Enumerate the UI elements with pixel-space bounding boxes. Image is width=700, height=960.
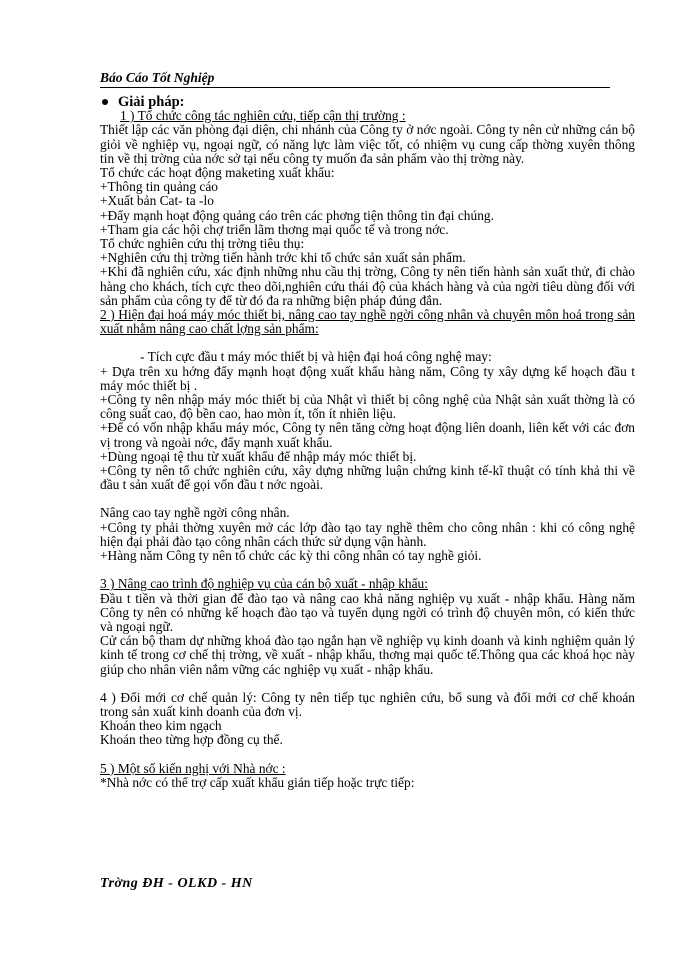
paragraph-list	[100, 109, 635, 790]
bullet-icon	[102, 99, 108, 105]
paragraph: +Khi đã nghiên cứu, xác định những nhu cầu thị trờng, Công ty nên tiến hành sản xuất thử, đi chào hàng cho khách, tích cực theo dõi,nghiên cứu thái độ của khách hàng và của ngời tiêu dùng đối với sản phẩm của công ty để từ đó đa ra những biện pháp đúng đắn.	[100, 264, 635, 308]
paragraph: +Dùng ngoại tệ thu từ xuất khẩu để nhập máy móc thiết bị.	[100, 448, 417, 464]
paragraph: 5 ) Một số kiến nghị với Nhà nớc :	[100, 760, 286, 776]
page-footer: Trờng ĐH - OLKD - HN	[100, 876, 253, 891]
paragraph	[100, 492, 635, 506]
paragraph: 1 ) Tổ chức công tác nghiên cứu, tiếp cận thị trường :	[120, 108, 406, 124]
paragraph: Thiết lập các văn phòng đại diện, chi nhánh của Công ty ở nớc ngoài. Công ty nên cử những cán bộ giỏi về nghiệp vụ, ngoại ngữ, có năng lực làm việc tốt, có nhiệm vụ cung cấp thờng xuyên thông tin về thị trờng của nớc sở tại nếu công ty muốn đa sản phẩm vào thị trờng này.	[100, 122, 635, 166]
paragraph	[100, 563, 635, 577]
paragraph: + Dựa trên xu hớng đẩy mạnh hoạt động xuất khẩu hàng năm, Công ty xây dựng kế hoạch đầu t máy móc thiết bị .	[100, 363, 635, 393]
paragraph: Tổ chức các hoạt động maketing xuất khẩu:	[100, 165, 335, 181]
paragraph: +Công ty nên tổ chức nghiên cứu, xây dựng những luận chứng kinh tế-kĩ thuật có tính khả thi về đầu t sản xuất để gọi vốn đầu t nớc ngoài.	[100, 463, 635, 493]
paragraph: Nâng cao tay nghề ngời công nhân.	[100, 505, 290, 521]
paragraph: +Xuất bản Cat- ta -lo	[100, 193, 214, 209]
section-title: Giải pháp:	[118, 94, 185, 110]
paragraph: +Thông tin quảng cáo	[100, 179, 218, 195]
paragraph: - Tích cực đầu t máy móc thiết bị và hiện đại hoá công nghệ may:	[140, 349, 492, 365]
paragraph: +Để có vốn nhập khẩu máy móc, Công ty nên tăng cờng hoạt động liên doanh, liên kết với các đơn vị trong và ngoài nớc, đẩy mạnh xuất khẩu.	[100, 420, 635, 450]
paragraph: +Công ty phải thờng xuyên mở các lớp đào tạo tay nghề thêm cho công nhân : khi có công nghệ hiện đại phải đào tạo công nhân cách thức sử dụng vận hành.	[100, 519, 635, 549]
paragraph: 4 ) Đổi mới cơ chế quản lý: Công ty nên tiếp tục nghiên cứu, bổ sung và đổi mới cơ chế khoán trong sản xuất kinh doanh của đơn vị.	[100, 689, 635, 719]
paragraph: +Công ty nên nhập máy móc thiết bị của Nhật vì thiết bị công nghệ của Nhật sản xuất thờng là có công suất cao, độ bền cao, hao mòn ít, tốn ít nhiên liệu.	[100, 392, 635, 422]
paragraph: +Nghiên cứu thị trờng tiến hành trớc khi tổ chức sản xuất sản phẩm.	[100, 250, 466, 266]
paragraph: +Tham gia các hội chợ triển lãm thơng mại quốc tế và trong nớc.	[100, 221, 449, 237]
paragraph: Khoán theo kim ngạch	[100, 718, 222, 734]
paragraph: *Nhà nớc có thể trợ cấp xuất khẩu gián tiếp hoặc trực tiếp:	[100, 774, 415, 790]
paragraph	[100, 336, 635, 350]
paragraph: +Đẩy mạnh hoạt động quảng cáo trên các phơng tiện thông tin đại chúng.	[100, 207, 494, 223]
paragraph: Đầu t tiền và thời gian để đào tạo và nâng cao khả năng nghiệp vụ xuất - nhập khẩu. Hàng năm Công ty nên có những kế hoạch đào tạo và tuyển dụng ngời có trình độ chuyên môn, có kiến thức và ngoại ngữ.	[100, 590, 635, 634]
paragraph	[100, 748, 635, 762]
paragraph: 3 ) Nâng cao trình độ nghiệp vụ của cán bộ xuất - nhập khẩu:	[100, 576, 428, 592]
paragraph: Khoán theo từng hợp đồng cụ thể.	[100, 732, 283, 748]
paragraph	[100, 677, 635, 691]
paragraph: Tổ chức nghiên cứu thị trờng tiêu thụ:	[100, 236, 305, 252]
paragraph: +Hàng năm Công ty nên tổ chức các kỳ thi công nhân có tay nghề giỏi.	[100, 548, 482, 564]
page-header: Báo Cáo Tốt Nghiệp	[100, 70, 610, 88]
paragraph: Cử cán bộ tham dự những khoá đào tạo ngắn hạn về nghiệp vụ kinh doanh và kinh nghiệm quản lý kinh tế trong cơ chế thị trờng, về xuất - nhập khẩu, thơng mại quốc tế.Thông qua các khoá học này giúp cho nhân viên nắm vững các nghiệp vụ xuất - nhập khẩu.	[100, 633, 635, 677]
paragraph: 2 ) Hiện đại hoá máy móc thiết bị, nâng cao tay nghề ngời công nhân và chuyên môn hoá trong sản xuất nhằm nâng cao chất lợng sản phẩm:	[100, 307, 635, 337]
document-body	[100, 95, 635, 790]
section-heading	[100, 95, 635, 109]
